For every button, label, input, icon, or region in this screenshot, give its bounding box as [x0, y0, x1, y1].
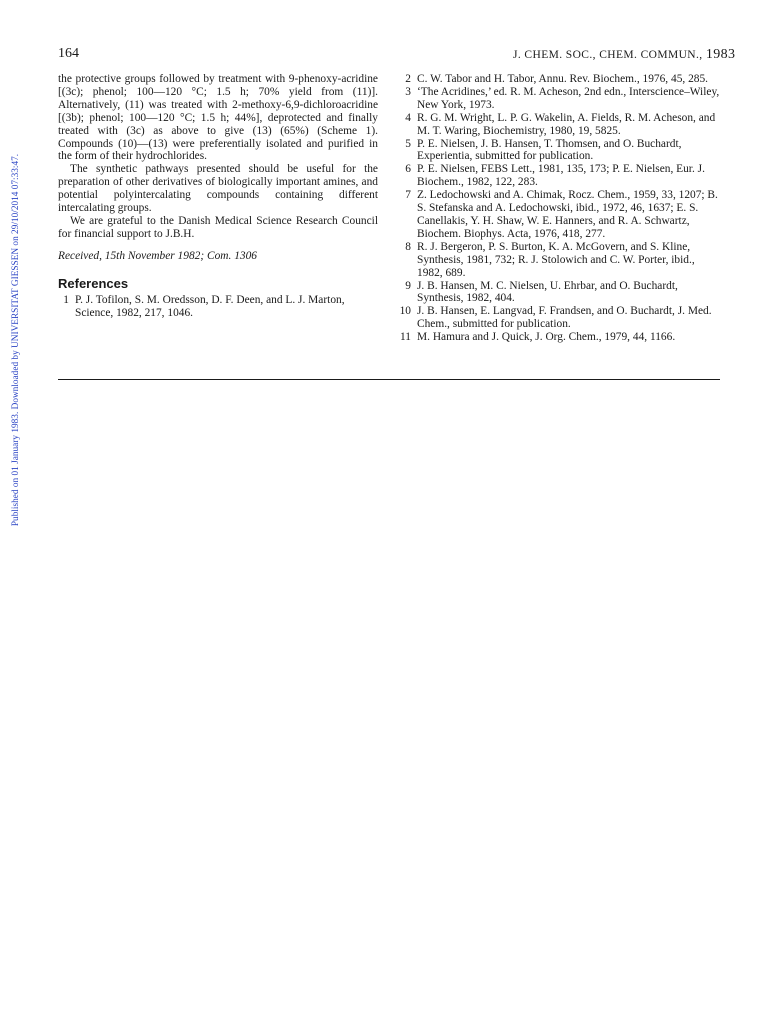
- reference-5: [400, 138, 720, 164]
- reference-number: 1: [63, 293, 69, 306]
- reference-number: 8: [405, 240, 411, 253]
- reference-7: [400, 189, 720, 241]
- reference-number: 6: [405, 163, 411, 176]
- right-column: [400, 73, 720, 344]
- reference-9: [400, 280, 720, 306]
- page-number: 164: [58, 46, 79, 61]
- reference-number: 3: [405, 85, 411, 98]
- reference-number: 7: [405, 189, 411, 202]
- body-paragraph-2: The synthetic pathways presented should be useful for the preparation of other derivatives of biologically important amines, and potential polyintercalating compounds containing different intercalating groups.: [58, 163, 378, 215]
- reference-text: M. Hamura and J. Quick, J. Org. Chem., 1979, 44, 1166.: [417, 331, 676, 344]
- reference-text: P. E. Nielsen, FEBS Lett., 1981, 135, 173; P. E. Nielsen, Eur. J. Biochem., 1982, 122, 283.: [417, 163, 705, 189]
- reference-number: 11: [400, 331, 411, 344]
- reference-number: 2: [405, 73, 411, 85]
- reference-text: P. J. Tofilon, S. M. Oredsson, D. F. Deen, and L. J. Marton, Science, 1982, 217, 1046.: [75, 293, 345, 319]
- reference-6: [400, 163, 720, 189]
- reference-text: J. B. Hansen, M. C. Nielsen, U. Ehrbar, and O. Buchardt, Synthesis, 1982, 404.: [417, 279, 678, 305]
- download-stamp: [10, 40, 22, 640]
- journal-year: 1983: [705, 47, 736, 62]
- reference-4: [400, 112, 720, 138]
- reference-text: R. J. Bergeron, P. S. Burton, K. A. McGovern, and S. Kline, Synthesis, 1981, 732; R. J. Stolowich and C. W. Porter, ibid., 1982, 689.: [417, 240, 695, 279]
- references-heading: References: [58, 275, 129, 291]
- reference-text: ‘The Acridines,’ ed. R. M. Acheson, 2nd edn., Interscience–Wiley, New York, 1973.: [417, 85, 720, 111]
- reference-text: C. W. Tabor and H. Tabor, Annu. Rev. Biochem., 1976, 45, 285.: [417, 73, 709, 85]
- reference-number: 4: [405, 111, 411, 124]
- journal-name: J. CHEM. SOC., CHEM. COMMUN.,: [513, 49, 703, 61]
- reference-text: P. E. Nielsen, J. B. Hansen, T. Thomsen, and O. Buchardt, Experientia, submitted for publication.: [417, 137, 682, 163]
- reference-2: [400, 73, 720, 86]
- reference-11: [400, 331, 720, 344]
- reference-number: 9: [405, 279, 411, 292]
- reference-text: J. B. Hansen, E. Langvad, F. Frandsen, and O. Buchardt, J. Med. Chem., submitted for publication.: [417, 305, 712, 331]
- end-rule: [58, 379, 720, 380]
- reference-number: 10: [399, 305, 411, 318]
- reference-text: R. G. M. Wright, L. P. G. Wakelin, A. Fields, R. M. Acheson, and M. T. Waring, Biochemistry, 1980, 19, 5825.: [417, 111, 716, 137]
- body-paragraph-1: the protective groups followed by treatment with 9-phenoxy-acridine [(3c); phenol; 100—120 °C; 1.5 h; 70% yield from (11)]. Alternatively, (11) was treated with 2-methoxy-6,9-dichloroacridine [(3b); phenol; 100—120 °C; 1.5 h; 44%], deprotected and finally treated with (3c) as above to give (13) (65%) (Scheme 1). Compounds (10)—(13) were preferentially isolated and purified in the form of their hydrochlorides.: [58, 73, 378, 163]
- reference-8: [400, 241, 720, 280]
- left-column: [58, 73, 378, 319]
- running-head: [513, 47, 735, 63]
- reference-10: [400, 305, 720, 331]
- reference-text: Z. Ledochowski and A. Chimak, Rocz. Chem., 1959, 33, 1207; B. S. Stefanska and A. Ledochowski, ibid., 1972, 46, 1637; E. S. Canellakis, Y. H. Shaw, W. E. Hanners, and R. A. Schwartz, Biochem. Biophys. Acta, 1976, 418, 277.: [417, 189, 718, 240]
- reference-number: 5: [405, 137, 411, 150]
- acknowledgement: We are grateful to the Danish Medical Science Research Council for financial support to J.B.H.: [58, 214, 378, 240]
- download-stamp-text: Published on 01 January 1983. Downloaded by UNIVERSITAT GIESSEN on 29/10/2014 07:33:47.: [11, 153, 21, 527]
- received-line: Received, 15th November 1982; Com. 1306: [58, 249, 257, 262]
- reference-1: [58, 294, 378, 320]
- reference-3: [400, 86, 720, 112]
